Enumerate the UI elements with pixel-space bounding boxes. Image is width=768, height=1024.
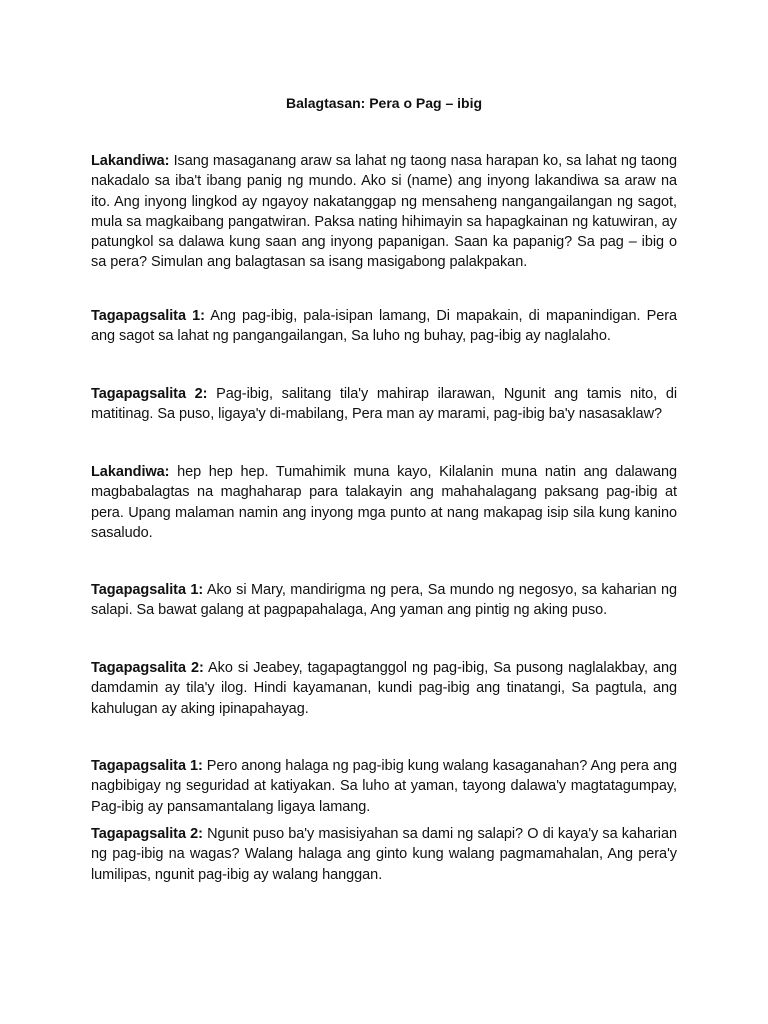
document-title: Balagtasan: Pera o Pag – ibig — [285, 95, 483, 111]
paragraph-text: Ako si Jeabey, tagapagtanggol ng pag-ibig, Sa pusong naglalakbay, ang damdamin ay tila'y ilog. Hindi kayamanan, kundi pag-ibig ang tinatangi, Sa pagtula, ang kahulugan ay aking ipinapahayag. — [91, 660, 677, 717]
speaker-label: Tagapagsalita 1: — [91, 758, 203, 774]
speaker-label: Tagapagsalita 2: — [91, 826, 203, 842]
paragraph-text: Isang masaganang araw sa lahat ng taong nasa harapan ko, sa lahat ng taong nakadalo sa iba't ibang panig ng mundo. Ako si (name) ang inyong lakandiwa sa araw na ito. Ang inyong lingkod ay ngayoy nakatanggap ng mensaheng nangangailangan ng sagot, mula sa magkaibang pangatwiran. Paksa nating hihimayin sa hapagkainan ng katuwiran, ay patungkol sa dalawa kung saan ang inyong papanigan. Saan ka papanig? Sa pag – ibig o sa pera? Simulan ang balagtasan sa isang masigabong palakpakan. — [91, 153, 677, 271]
paragraph-text: Pag-ibig, salitang tila'y mahirap ilarawan, Ngunit ang tamis nito, di matitinag. Sa puso, ligaya'y di-mabilang, Pera man ay marami, pag-ibig ba'y nasasaklaw? — [91, 386, 678, 423]
paragraph-lakandiwa-opening — [91, 151, 677, 273]
paragraph-tagapagsalita-2 — [91, 658, 677, 719]
paragraph-text: Ang pag-ibig, pala-isipan lamang, Di mapakain, di mapanindigan. Pera ang sagot sa lahat ng pangangailangan, Sa luho ng buhay, pag-ibig ay naglalaho. — [91, 308, 678, 345]
paragraph-text: Pero anong halaga ng pag-ibig kung walang kasaganahan? Ang pera ang nagbibigay ng seguridad at katiyakan. Sa luho at yaman, tayong dalawa'y magtatagumpay, Pag-ibig ay pansamantalang ligaya lamang. — [91, 758, 677, 815]
paragraph-lakandiwa-introduction — [91, 462, 677, 543]
paragraph-tagapagsalita-2 — [91, 384, 677, 425]
paragraph-tagapagsalita-1 — [91, 306, 677, 347]
paragraph-tagapagsalita-1 — [91, 756, 677, 817]
speaker-label: Tagapagsalita 2: — [91, 386, 208, 402]
speaker-label: Tagapagsalita 2: — [91, 660, 204, 676]
paragraph-text: Ako si Mary, mandirigma ng pera, Sa mundo ng negosyo, sa kaharian ng salapi. Sa bawat galang at pagpapahalaga, Ang yaman ang pintig ng aking puso. — [91, 582, 678, 619]
paragraph-text: hep hep hep. Tumahimik muna kayo, Kilalanin muna natin ang dalawang magbabalagtas na maghaharap para talakayin ang mahahalagang paksang pag-ibig at pera. Upang malaman namin ang inyong mga punto at nang makapag isip sila kung kanino sasaludo. — [91, 464, 677, 541]
paragraph-text: Ngunit puso ba'y masisiyahan sa dami ng salapi? O di kaya'y sa kaharian ng pag-ibig na wagas? Walang halaga ang ginto kung walang pagmamahalan, Ang pera'y lumilipas, ngunit pag-ibig ay walang hanggan. — [91, 826, 677, 883]
paragraph-tagapagsalita-2 — [91, 824, 677, 885]
paragraph-tagapagsalita-1 — [91, 580, 677, 621]
speaker-label: Lakandiwa: — [91, 464, 170, 480]
speaker-label: Tagapagsalita 1: — [91, 582, 204, 598]
speaker-label: Tagapagsalita 1: — [91, 308, 205, 324]
speaker-label: Lakandiwa: — [91, 153, 170, 169]
